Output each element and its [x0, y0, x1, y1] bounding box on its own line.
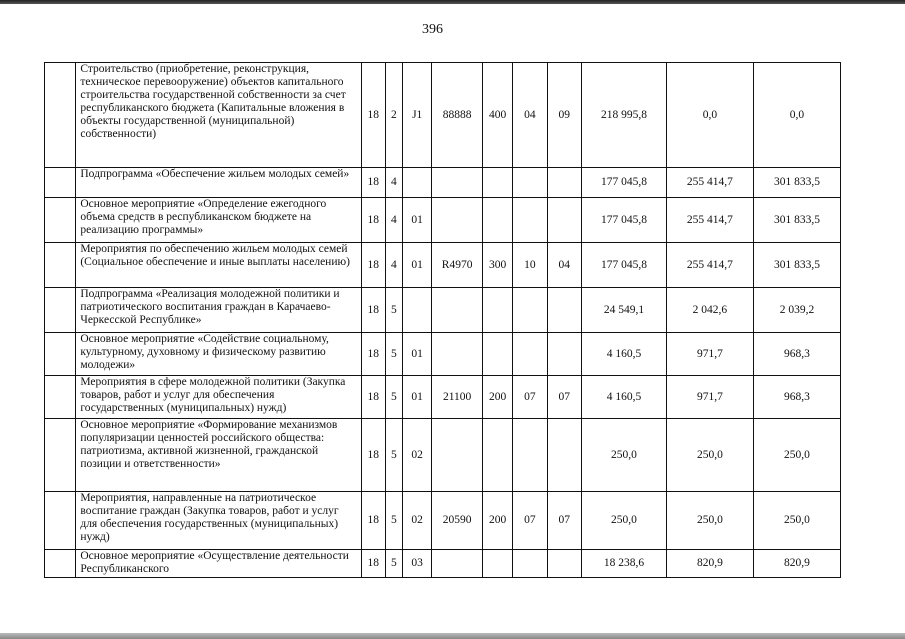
row-amount-cell: 971,7	[666, 376, 753, 419]
row-name-cell: Мероприятия по обеспечению жильем молодых семей (Социальное обеспечение и иные выплаты населению)	[76, 243, 361, 288]
table-row	[45, 168, 841, 198]
table-row	[45, 288, 841, 333]
row-amount-cell: 0,0	[753, 63, 840, 168]
row-amount-cell: 971,7	[666, 333, 753, 376]
row-code-cell	[482, 198, 512, 243]
row-name-cell: Основное мероприятие «Определение ежегодного объема средств в республиканском бюджете на реализацию программы»	[76, 198, 361, 243]
row-code-cell: 5	[385, 550, 402, 578]
row-code-cell: 18	[361, 198, 385, 243]
row-amount-cell: 255 414,7	[666, 243, 753, 288]
table-row	[45, 333, 841, 376]
row-code-cell: 18	[361, 419, 385, 492]
row-code-cell: 20590	[432, 492, 483, 550]
row-code-cell	[513, 168, 547, 198]
row-blank-cell	[45, 376, 76, 419]
row-amount-cell: 177 045,8	[581, 243, 666, 288]
row-name-cell: Строительство (приобретение, реконструкция, техническое перевооружение) объектов капитального строительства государственной собственности за счет республиканского бюджета (Капитальные вложения в объекты государственной (муниципальной) собственности)	[76, 63, 361, 168]
row-code-cell: 09	[547, 63, 581, 168]
row-code-cell: 03	[403, 550, 432, 578]
row-amount-cell: 255 414,7	[666, 198, 753, 243]
row-code-cell	[547, 419, 581, 492]
row-amount-cell: 255 414,7	[666, 168, 753, 198]
row-code-cell	[513, 550, 547, 578]
table-row	[45, 198, 841, 243]
row-amount-cell: 250,0	[666, 492, 753, 550]
row-amount-cell: 820,9	[666, 550, 753, 578]
row-amount-cell: 4 160,5	[581, 376, 666, 419]
row-code-cell: 07	[513, 492, 547, 550]
row-amount-cell: 250,0	[753, 419, 840, 492]
row-code-cell: 5	[385, 333, 402, 376]
budget-table	[44, 62, 841, 578]
row-code-cell	[482, 168, 512, 198]
row-code-cell: 18	[361, 492, 385, 550]
row-blank-cell	[45, 550, 76, 578]
row-amount-cell: 4 160,5	[581, 333, 666, 376]
row-code-cell: 10	[513, 243, 547, 288]
row-code-cell	[513, 198, 547, 243]
row-code-cell: 200	[482, 376, 512, 419]
table-row	[45, 492, 841, 550]
row-code-cell: 04	[547, 243, 581, 288]
page-number: 396	[422, 22, 443, 37]
row-amount-cell: 24 549,1	[581, 288, 666, 333]
scan-bottom-edge	[0, 633, 905, 639]
row-blank-cell	[45, 288, 76, 333]
row-code-cell: 07	[547, 492, 581, 550]
row-name-cell: Основное мероприятие «Содействие социальному, культурному, духовному и физическому развитию молодежи»	[76, 333, 361, 376]
row-amount-cell: 301 833,5	[753, 198, 840, 243]
table-body	[45, 63, 841, 578]
row-code-cell: 300	[482, 243, 512, 288]
row-code-cell: 07	[513, 376, 547, 419]
row-code-cell	[403, 168, 432, 198]
row-code-cell	[547, 198, 581, 243]
row-code-cell: 200	[482, 492, 512, 550]
row-code-cell	[482, 288, 512, 333]
scan-top-edge	[0, 0, 905, 4]
row-amount-cell: 218 995,8	[581, 63, 666, 168]
row-code-cell	[547, 168, 581, 198]
row-code-cell: 5	[385, 419, 402, 492]
row-code-cell: 18	[361, 288, 385, 333]
row-amount-cell: 18 238,6	[581, 550, 666, 578]
row-blank-cell	[45, 243, 76, 288]
row-code-cell: 01	[403, 243, 432, 288]
row-code-cell: 18	[361, 550, 385, 578]
row-amount-cell: 968,3	[753, 376, 840, 419]
row-code-cell: 18	[361, 376, 385, 419]
row-code-cell: 01	[403, 198, 432, 243]
row-code-cell: 5	[385, 492, 402, 550]
row-code-cell	[432, 333, 483, 376]
row-name-cell: Мероприятия в сфере молодежной политики (Закупка товаров, работ и услуг для обеспечения государственных (муниципальных) нужд)	[76, 376, 361, 419]
row-amount-cell: 2 042,6	[666, 288, 753, 333]
row-amount-cell: 250,0	[581, 419, 666, 492]
row-code-cell: 5	[385, 288, 402, 333]
row-code-cell	[403, 288, 432, 333]
row-code-cell: 02	[403, 492, 432, 550]
row-name-cell: Основное мероприятие «Осуществление деятельности Республиканского	[76, 550, 361, 578]
row-amount-cell: 0,0	[666, 63, 753, 168]
row-code-cell: 21100	[432, 376, 483, 419]
row-code-cell: 18	[361, 243, 385, 288]
row-amount-cell: 177 045,8	[581, 198, 666, 243]
table-row	[45, 243, 841, 288]
row-blank-cell	[45, 419, 76, 492]
row-code-cell: R4970	[432, 243, 483, 288]
row-amount-cell: 968,3	[753, 333, 840, 376]
row-code-cell: 2	[385, 63, 402, 168]
row-code-cell: 01	[403, 376, 432, 419]
row-code-cell	[513, 288, 547, 333]
row-amount-cell: 301 833,5	[753, 243, 840, 288]
row-code-cell: 4	[385, 168, 402, 198]
row-blank-cell	[45, 168, 76, 198]
row-amount-cell: 250,0	[581, 492, 666, 550]
row-code-cell	[482, 419, 512, 492]
row-code-cell	[432, 288, 483, 333]
row-code-cell: 02	[403, 419, 432, 492]
row-code-cell	[513, 419, 547, 492]
row-code-cell: 04	[513, 63, 547, 168]
row-code-cell	[432, 198, 483, 243]
row-blank-cell	[45, 492, 76, 550]
row-code-cell: 4	[385, 243, 402, 288]
row-code-cell: 400	[482, 63, 512, 168]
row-amount-cell: 2 039,2	[753, 288, 840, 333]
row-code-cell: 5	[385, 376, 402, 419]
row-code-cell: 18	[361, 333, 385, 376]
row-code-cell	[432, 168, 483, 198]
row-amount-cell: 820,9	[753, 550, 840, 578]
row-code-cell	[482, 550, 512, 578]
row-name-cell: Подпрограмма «Обеспечение жильем молодых семей»	[76, 168, 361, 198]
row-amount-cell: 250,0	[753, 492, 840, 550]
table-row	[45, 376, 841, 419]
table-row	[45, 550, 841, 578]
row-name-cell: Подпрограмма «Реализация молодежной политики и патриотического воспитания граждан в Карачаево-Черкесской Республике»	[76, 288, 361, 333]
row-blank-cell	[45, 198, 76, 243]
row-amount-cell: 301 833,5	[753, 168, 840, 198]
row-code-cell: 18	[361, 168, 385, 198]
row-code-cell: 18	[361, 63, 385, 168]
row-code-cell	[547, 333, 581, 376]
row-code-cell: 4	[385, 198, 402, 243]
row-blank-cell	[45, 63, 76, 168]
row-amount-cell: 177 045,8	[581, 168, 666, 198]
table-row	[45, 63, 841, 168]
table-row	[45, 419, 841, 492]
row-code-cell: J1	[403, 63, 432, 168]
row-code-cell	[547, 288, 581, 333]
row-code-cell	[482, 333, 512, 376]
row-blank-cell	[45, 333, 76, 376]
row-code-cell: 01	[403, 333, 432, 376]
row-code-cell	[547, 550, 581, 578]
row-name-cell: Основное мероприятие «Формирование механизмов популяризации ценностей российского общества: патриотизма, активной жизненной, гражданской позиции и ответственности»	[76, 419, 361, 492]
row-code-cell: 88888	[432, 63, 483, 168]
row-code-cell	[432, 550, 483, 578]
row-amount-cell: 250,0	[666, 419, 753, 492]
row-code-cell	[432, 419, 483, 492]
row-code-cell	[513, 333, 547, 376]
row-name-cell: Мероприятия, направленные на патриотическое воспитание граждан (Закупка товаров, работ и услуг для обеспечения государственных (муниципальных) нужд)	[76, 492, 361, 550]
row-code-cell: 07	[547, 376, 581, 419]
